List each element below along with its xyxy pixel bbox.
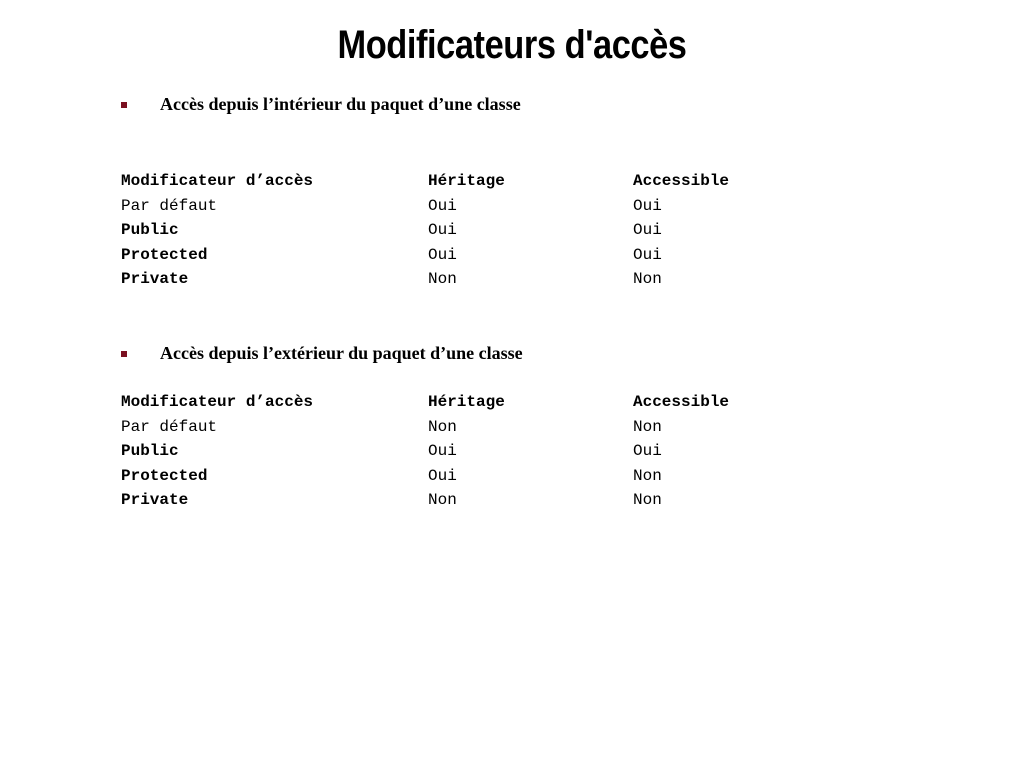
heritage-cell: Non — [428, 417, 457, 436]
bullet-text: Accès depuis l’intérieur du paquet d’une classe — [160, 94, 521, 114]
bullet-item-interieur — [121, 92, 521, 116]
heritage-cell: Oui — [428, 196, 457, 215]
modifier-cell: Par défaut — [121, 417, 218, 436]
column-header-modificateur: Modificateur d’accès — [121, 172, 314, 190]
accessible-cell: Oui — [633, 221, 662, 240]
heritage-cell: Oui — [428, 466, 457, 485]
table-row — [121, 267, 821, 292]
modifier-cell: Protected — [121, 245, 208, 264]
heritage-cell: Oui — [428, 442, 457, 461]
table-row — [121, 464, 821, 489]
square-bullet-icon — [121, 351, 127, 357]
table-row — [121, 439, 821, 464]
column-header-heritage: Héritage — [428, 172, 505, 190]
heritage-cell: Oui — [428, 221, 457, 240]
accessible-cell: Oui — [633, 245, 662, 264]
modifier-cell: Public — [121, 442, 179, 461]
table-header-row — [121, 390, 821, 415]
column-header-accessible: Accessible — [633, 393, 730, 411]
heritage-cell: Non — [428, 491, 457, 510]
access-table-exterieur — [121, 390, 821, 513]
table-row — [121, 488, 821, 513]
accessible-cell: Non — [633, 466, 662, 485]
accessible-cell: Non — [633, 270, 662, 289]
accessible-cell: Oui — [633, 196, 662, 215]
square-bullet-icon — [121, 102, 127, 108]
modifier-cell: Private — [121, 270, 189, 289]
column-header-accessible: Accessible — [633, 172, 730, 190]
bullet-text: Accès depuis l’extérieur du paquet d’une classe — [160, 343, 523, 363]
table-header-row — [121, 169, 821, 194]
slide-title: Modificateurs d'accès — [337, 23, 687, 67]
heritage-cell: Oui — [428, 245, 457, 264]
table-row — [121, 415, 821, 440]
modifier-cell: Par défaut — [121, 196, 218, 215]
access-table-interieur — [121, 169, 821, 292]
table-row — [121, 218, 821, 243]
heritage-cell: Non — [428, 270, 457, 289]
modifier-cell: Public — [121, 221, 179, 240]
table-row — [121, 194, 821, 219]
modifier-cell: Private — [121, 491, 189, 510]
accessible-cell: Non — [633, 491, 662, 510]
bullet-item-exterieur — [121, 341, 523, 365]
column-header-heritage: Héritage — [428, 393, 505, 411]
accessible-cell: Non — [633, 417, 662, 436]
accessible-cell: Oui — [633, 442, 662, 461]
modifier-cell: Protected — [121, 466, 208, 485]
column-header-modificateur: Modificateur d’accès — [121, 393, 314, 411]
table-row — [121, 243, 821, 268]
